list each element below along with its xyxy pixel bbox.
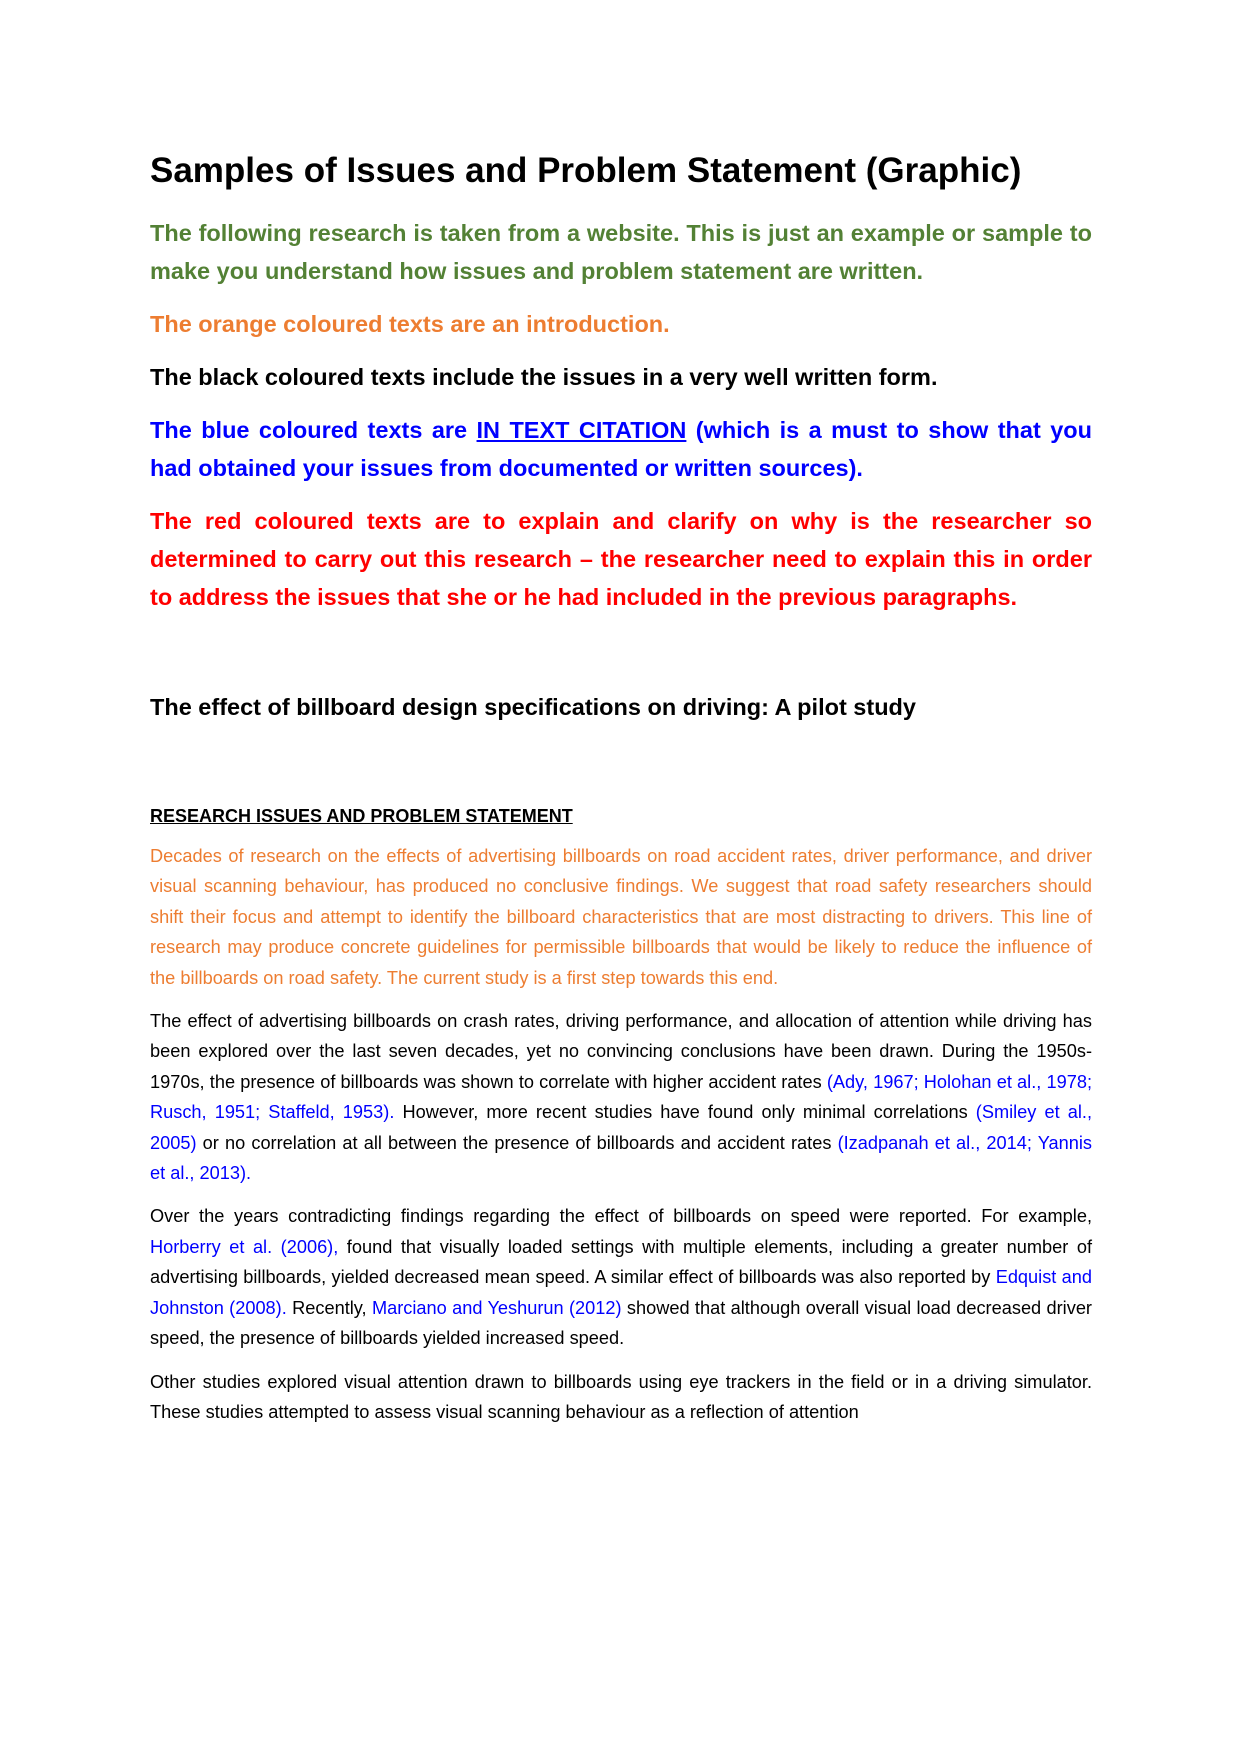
issues-paragraph-2 — [150, 1201, 1092, 1353]
in-text-citation-label: IN TEXT CITATION — [476, 417, 687, 443]
intro-blue-paragraph — [150, 411, 1092, 487]
p1-text-2: However, more recent studies have found only minimal correlations — [394, 1102, 976, 1123]
study-title: The effect of billboard design specifications on driving: A pilot study — [150, 694, 916, 720]
document-page — [150, 150, 1092, 1440]
issues-paragraph-3: Other studies explored visual attention drawn to billboards using eye trackers in the field or in a driving simulator. These studies attempted to assess visual scanning behaviour as a reflection of attention — [150, 1371, 1092, 1422]
p2-citation-1: Horberry et al. (2006), — [150, 1236, 339, 1257]
p2-citation-2: Edquist and Johnston (2008). — [150, 1267, 1093, 1318]
p2-text-3: Recently, — [286, 1297, 372, 1318]
p2-citation-3: Marciano and Yeshurun (2012) — [371, 1297, 622, 1318]
section-heading: RESEARCH ISSUES AND PROBLEM STATEMENT — [150, 806, 573, 826]
intro-orange-paragraph: The orange coloured texts are an introduction. — [150, 311, 670, 337]
p2-text-1: Over the years contradicting findings regarding the effect of billboards on speed were reported. For example, — [150, 1206, 1092, 1227]
p2-text-4: showed that although overall visual load decreased driver speed, the presence of billboards yielded increased speed. — [150, 1297, 1092, 1349]
intro-red-paragraph: The red coloured texts are to explain and clarify on why is the researcher so determined to carry out this research – the researcher need to explain this in order to address the issues that she or he had included in the previous paragraphs. — [150, 508, 1092, 610]
p1-citation-2: (Smiley et al., 2005) — [150, 1102, 1093, 1153]
issues-paragraph-1 — [150, 1006, 1092, 1188]
p1-citation-3: (Izadpanah et al., 2014; Yannis et al., 2013). — [150, 1132, 1092, 1184]
orange-intro-paragraph: Decades of research on the effects of advertising billboards on road accident rates, driver performance, and driver visual scanning behaviour, has produced no conclusive findings. We suggest that road safety researchers should shift their focus and attempt to identify the billboard characteristics that are most distracting to drivers. This line of research may produce concrete guidelines for permissible billboards that would be likely to reduce the influence of the billboards on road safety. The current study is a first step towards this end. — [150, 846, 1092, 988]
p1-text-1: The effect of advertising billboards on crash rates, driving performance, and allocation of attention while driving has been explored over the last seven decades, yet no convincing conclusions have been drawn. During the 1950s-1970s, the presence of billboards was shown to correlate with higher accident rates — [150, 1011, 1092, 1092]
intro-black-paragraph: The black coloured texts include the issues in a very well written form. — [150, 364, 938, 390]
p1-text-3: or no correlation at all between the presence of billboards and accident rates — [196, 1132, 838, 1153]
page-title: Samples of Issues and Problem Statement (Graphic) — [150, 151, 1022, 190]
intro-blue-text-before: The blue coloured texts are — [150, 417, 477, 443]
intro-blue-text-after: (which is a must to show that you had obtained your issues from documented or written sources). — [150, 417, 1093, 481]
p1-citation-1: (Ady, 1967; Holohan et al., 1978; Rusch, 1951; Staffeld, 1953). — [150, 1071, 1092, 1123]
intro-green-paragraph: The following research is taken from a website. This is just an example or sample to make you understand how issues and problem statement are written. — [150, 220, 1092, 284]
p2-text-2: found that visually loaded settings with multiple elements, including a greater number of advertising billboards, yielded decreased mean speed. A similar effect of billboards was also reported by — [150, 1236, 1093, 1288]
